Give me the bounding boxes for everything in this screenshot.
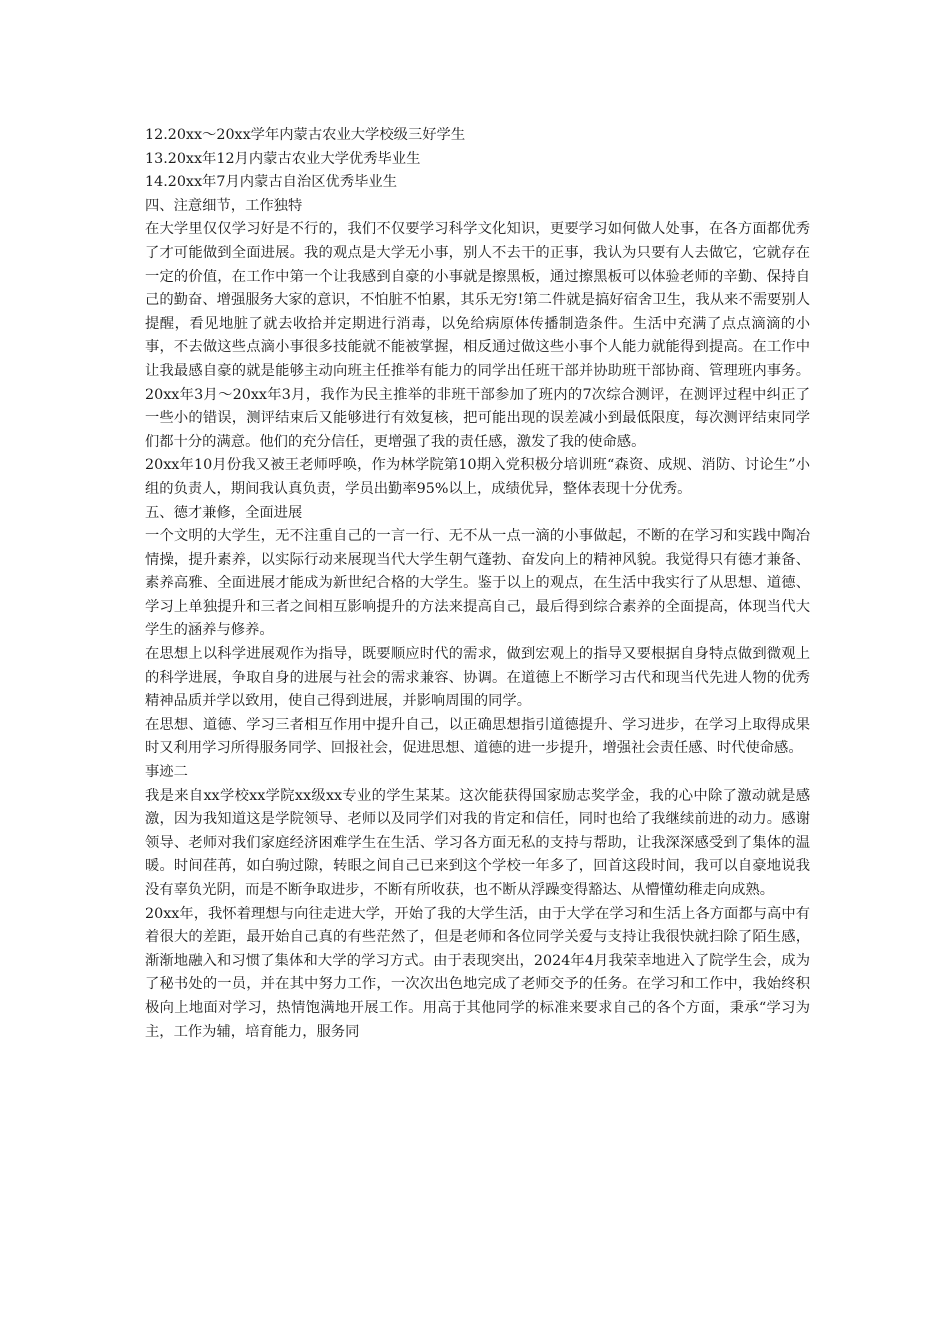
paragraph: 20xx年，我怀着理想与向往走进大学，开始了我的大学生活，由于大学在学习和生活上各方面都与高中有着很大的差距，最开始自己真的有些茫然了，但是老师和各位同学关爱与支持让我很快就扫除了陌生感，渐渐地融入和习惯了集体和大学的学习方式。由于表现突出，2024年4月我荣幸地进入了院学生会，成为了秘书处的一员，并在其中努力工作，一次次出色地完成了老师交予的任务。在学习和工作中，我始终积极向上地面对学习，热情饱满地开展工作。用高于其他同学的标准来要求自己的各个方面，秉承“学习为主，工作为辅，培育能力，服务同 bbox=[145, 905, 810, 1040]
award-line: 13.20xx年12月内蒙古农业大学优秀毕业生 bbox=[145, 150, 421, 167]
section-heading: 事迹二 bbox=[145, 764, 188, 781]
paragraph: 在思想上以科学进展观作为指导，既要顺应时代的需求，做到宏观上的指导又要根据自身特点做到微观上的科学进展，争取自身的进展与社会的需求兼容、协调。在道德上不断学习古代和现当代先进人物的优秀精神品质并学以致用，使自己得到进展，并影响周围的同学。 bbox=[145, 646, 810, 710]
document-page bbox=[145, 124, 810, 1044]
paragraph: 一个文明的大学生，无不注重自己的一言一行、无不从一点一滴的小事做起，不断的在学习和实践中陶冶情操，提升素养，以实际行动来展现当代大学生朝气蓬勃、奋发向上的精神风貌。我觉得只有德才兼备、素养高雅、全面进展才能成为新世纪合格的大学生。鉴于以上的观点，在生活中我实行了从思想、道德、学习上单独提升和三者之间相互影响提升的方法来提高自己，最后得到综合素养的全面提高，体现当代大学生的涵养与修养。 bbox=[145, 528, 810, 639]
award-line: 12.20xx～20xx学年内蒙古农业大学校级三好学生 bbox=[145, 127, 466, 143]
paragraph: 在思想、道德、学习三者相互作用中提升自己，以正确思想指引道德提升、学习进步，在学习上取得成果时又利用学习所得服务同学、回报社会，促进思想、道德的进一步提升，增强社会责任感、时代使命感。 bbox=[145, 716, 810, 757]
section-heading: 五、德才兼修，全面进展 bbox=[145, 504, 303, 521]
award-line: 14.20xx年7月内蒙古自治区优秀毕业生 bbox=[145, 174, 398, 191]
paragraph: 在大学里仅仅学习好是不行的，我们不仅要学习科学文化知识，更要学习如何做人处事，在各方面都优秀了才可能做到全面进展。我的观点是大学无小事，别人不去干的正事，我认为只要有人去做它，它就存在一定的价值，在工作中第一个让我感到自豪的小事就是擦黑板，通过擦黑板可以体验老师的辛勤、保持自己的勤奋、增强服务大家的意识，不怕脏不怕累，其乐无穷!第二件就是搞好宿舍卫生，我从来不需要别人提醒，看见地脏了就去收拾并定期进行消毒，以免给病原体传播制造条件。生活中充满了点点滴滴的小事，不去做这些点滴小事很多技能就不能被掌握，相反通过做这些小事个人能力就能得到提高。在工作中让我最感自豪的就是能够主动向班主任推举有能力的同学出任班干部并协助班干部协商、管理班内事务。20xx年3月～20xx年3月，我作为民主推举的非班干部参加了班内的7次综合测评，在测评过程中纠正了一些小的错误，测评结束后又能够进行有效复核，把可能出现的误差减小到最低限度，每次测评结束同学们都十分的满意。他们的充分信任，更增强了我的责任感，激发了我的使命感。 bbox=[145, 221, 810, 450]
paragraph: 我是来自xx学校xx学院xx级xx专业的学生某某。这次能获得国家励志奖学金，我的心中除了激动就是感激，因为我知道这是学院领导、老师以及同学们对我的肯定和信任，同时也给了我继续前进的动力。感谢领导、老师对我们家庭经济困难学生在生活、学习各方面无私的支持与帮助，让我深深感受到了集体的温暖。时间荏苒，如白驹过隙，转眼之间自己已来到这个学校一年多了，回首这段时间，我可以自豪地说我没有辜负光阴，而是不断争取进步，不断有所收获，也不断从浮躁变得豁达、从懵懂幼稚走向成熟。 bbox=[145, 787, 810, 898]
section-heading: 四、注意细节，工作独特 bbox=[145, 197, 303, 214]
paragraph: 20xx年10月份我又被王老师呼唤，作为林学院第10期入党积极分培训班“森资、成规、消防、讨论生”小组的负责人，期间我认真负责，学员出勤率95%以上，成绩优异，整体表现十分优秀。 bbox=[145, 457, 810, 497]
